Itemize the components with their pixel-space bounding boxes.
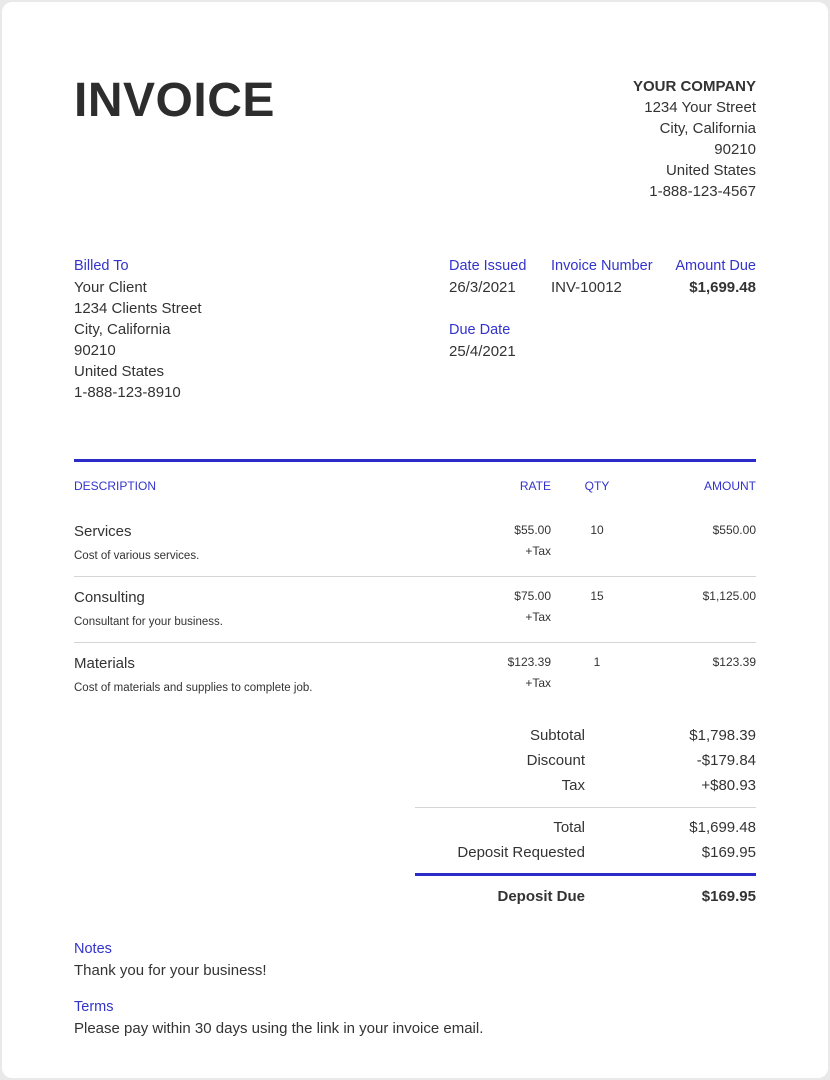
discount-row [415,748,756,773]
item-amount: $1,125.00 [702,589,756,603]
deposit-requested-row [415,840,756,865]
item-description: Cost of various services. [74,550,200,562]
billed-to-label: Billed To [74,258,129,274]
invoice-title: INVOICE [74,74,275,127]
item-rate: $123.39 [507,655,551,669]
item-amount: $123.39 [712,655,756,669]
table-row [74,654,756,720]
deposit-due-row [415,884,756,909]
deposit-due-value: $169.95 [701,888,756,905]
discount-label: Discount [526,752,585,769]
item-description: Consultant for your business. [74,616,223,628]
date-issued-value: 26/3/2021 [449,279,516,296]
due-date-block [449,320,516,362]
deposit-due-label: Deposit Due [497,888,585,905]
company-street: 1234 Your Street [644,99,756,116]
amount-due-value: $1,699.48 [689,279,756,296]
client-city: City, California [74,321,171,338]
client-street: 1234 Clients Street [74,300,202,317]
notes-block [74,939,267,981]
table-top-rule [74,459,756,462]
company-info [633,76,756,202]
due-date-label: Due Date [449,322,511,338]
discount-value: -$179.84 [696,752,756,769]
item-name: Materials [74,655,135,672]
item-rate: $75.00 [514,589,551,603]
header-qty: QTY [584,479,610,493]
amount-due-label: Amount Due [675,258,756,274]
date-issued-block [449,256,526,298]
header-description: DESCRIPTION [74,479,157,493]
item-description: Cost of materials and supplies to complete job. [74,682,313,694]
subtotal-label: Subtotal [529,727,585,744]
due-date-value: 25/4/2021 [449,343,516,360]
company-zip: 90210 [714,141,756,158]
item-qty: 10 [590,523,604,537]
row-divider [74,576,756,577]
deposit-requested-value: $169.95 [701,844,756,861]
subtotal-value: $1,798.39 [689,727,756,744]
notes-label: Notes [74,941,112,957]
item-qty: 15 [590,589,604,603]
subtotal-row [415,723,756,748]
row-divider [74,642,756,643]
tax-row [415,773,756,798]
item-qty: 1 [593,655,601,669]
total-value: $1,699.48 [689,819,756,836]
total-row [415,815,756,840]
company-city: City, California [659,120,756,137]
item-tax: +Tax [525,610,551,624]
client-zip: 90210 [74,342,116,359]
deposit-requested-label: Deposit Requested [457,844,585,861]
deposit-rule [415,873,756,876]
billed-to-block [74,256,202,403]
item-rate: $55.00 [514,523,551,537]
item-name: Consulting [74,589,145,606]
table-row [74,588,756,654]
company-country: United States [665,162,756,179]
item-amount: $550.00 [712,523,756,537]
terms-block [74,997,483,1039]
terms-label: Terms [74,999,114,1015]
amount-due-block [675,256,756,298]
item-tax: +Tax [525,676,551,690]
header-rate: RATE [519,479,551,493]
item-name: Services [74,523,132,540]
tax-label: Tax [561,777,585,794]
header-amount: AMOUNT [704,479,756,493]
invoice-page [2,2,828,1078]
total-label: Total [553,819,585,836]
invoice-number-block [551,256,653,298]
client-phone: 1-888-123-8910 [74,384,181,401]
terms-text: Please pay within 30 days using the link in your invoice email. [74,1020,484,1037]
table-row [74,522,756,588]
client-country: United States [74,363,165,380]
notes-text: Thank you for your business! [74,962,267,979]
tax-value: +$80.93 [701,777,756,794]
item-tax: +Tax [525,544,551,558]
date-issued-label: Date Issued [449,258,527,274]
client-name: Your Client [74,279,147,296]
company-name: YOUR COMPANY [632,78,756,95]
invoice-number-label: Invoice Number [551,258,653,274]
company-phone: 1-888-123-4567 [649,183,756,200]
summary-divider [415,807,756,808]
invoice-number-value: INV-10012 [551,279,622,296]
